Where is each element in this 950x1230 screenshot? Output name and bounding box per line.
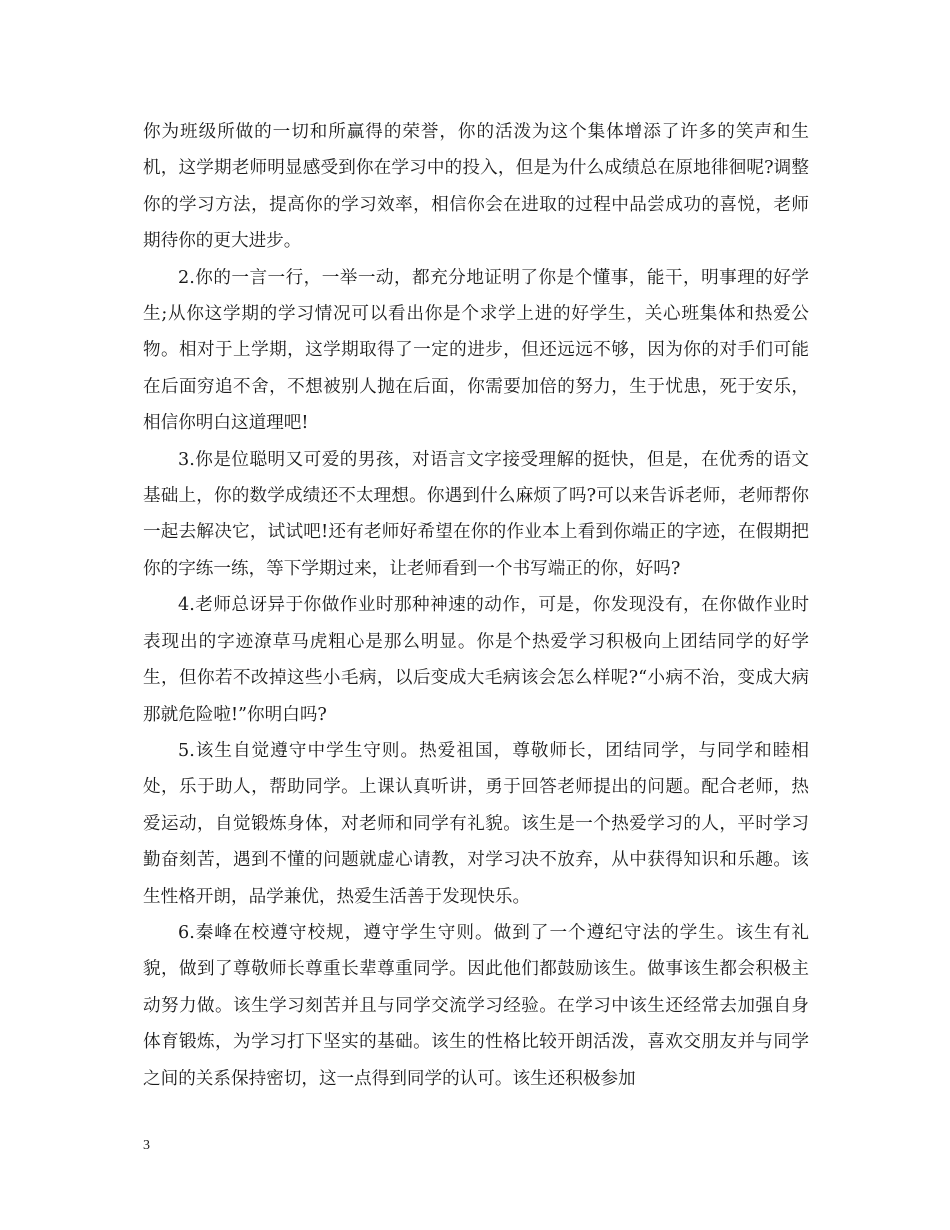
paragraph-6: 6.秦峰在校遵守校规，遵守学生守则。做到了一个遵纪守法的学生。该生有礼貌，做到了尊敬师长尊重长辈尊重同学。因此他们都鼓励该生。做事该生都会积极主动努力做。该生学习刻苦并且与同学交流学习经验。在学习中该生还经常去加强自身体育锻炼，为学习打下坚实的基础。该生的性格比较开朗活泼，喜欢交朋友并与同学之间的关系保持密切，这一点得到同学的认可。该生还积极参加 [143,922,809,1089]
paragraph-5: 5.该生自觉遵守中学生守则。热爱祖国，尊敬师长，团结同学，与同学和睦相处，乐于助人，帮助同学。上课认真听讲，勇于回答老师提出的问题。配合老师，热爱运动，自觉锻炼身体，对老师和同学有礼貌。该生是一个热爱学习的人，平时学习勤奋刻苦，遇到不懂的问题就虚心请教，对学习决不放弃，从中获得知识和乐趣。该生性格开朗，品学兼优，热爱生活善于发现快乐。 [143,740,809,907]
paragraph-3: 3.你是位聪明又可爱的男孩，对语言文字接受理解的挺快，但是，在优秀的语文基础上，你的数学成绩还不太理想。你遇到什么麻烦了吗?可以来告诉老师，老师帮你一起去解决它，试试吧!还有老师好希望在你的作业本上看到你端正的字迹，在假期把你的字练一练，等下学期过来，让老师看到一个书写端正的你，好吗? [143,449,809,579]
page-number: 3 [143,1138,150,1153]
body-text [143,114,809,1097]
paragraph-2: 2.你的一言一行，一举一动，都充分地证明了你是个懂事，能干，明事理的好学生;从你这学期的学习情况可以看出你是个求学上进的好学生，关心班集体和热爱公物。相对于上学期，这学期取得了一定的进步，但还远远不够，因为你的对手们可能在后面穷追不舍，不想被别人抛在后面，你需要加倍的努力，生于忧患，死于安乐，相信你明白这道理吧! [143,267,809,434]
paragraph-continued: 你为班级所做的一切和所赢得的荣誉，你的活泼为这个集体增添了许多的笑声和生机，这学期老师明显感受到你在学习中的投入，但是为什么成绩总在原地徘徊呢?调整你的学习方法，提高你的学习效率，相信你会在进取的过程中品尝成功的喜悦，老师期待你的更大进步。 [143,122,809,252]
paragraph-4: 4.老师总讶异于你做作业时那种神速的动作，可是，你发现没有，在你做作业时表现出的字迹潦草马虎粗心是那么明显。你是个热爱学习积极向上团结同学的好学生，但你若不改掉这些小毛病，以后变成大毛病该会怎么样呢?“小病不治，变成大病那就危险啦!”你明白吗? [143,595,809,725]
